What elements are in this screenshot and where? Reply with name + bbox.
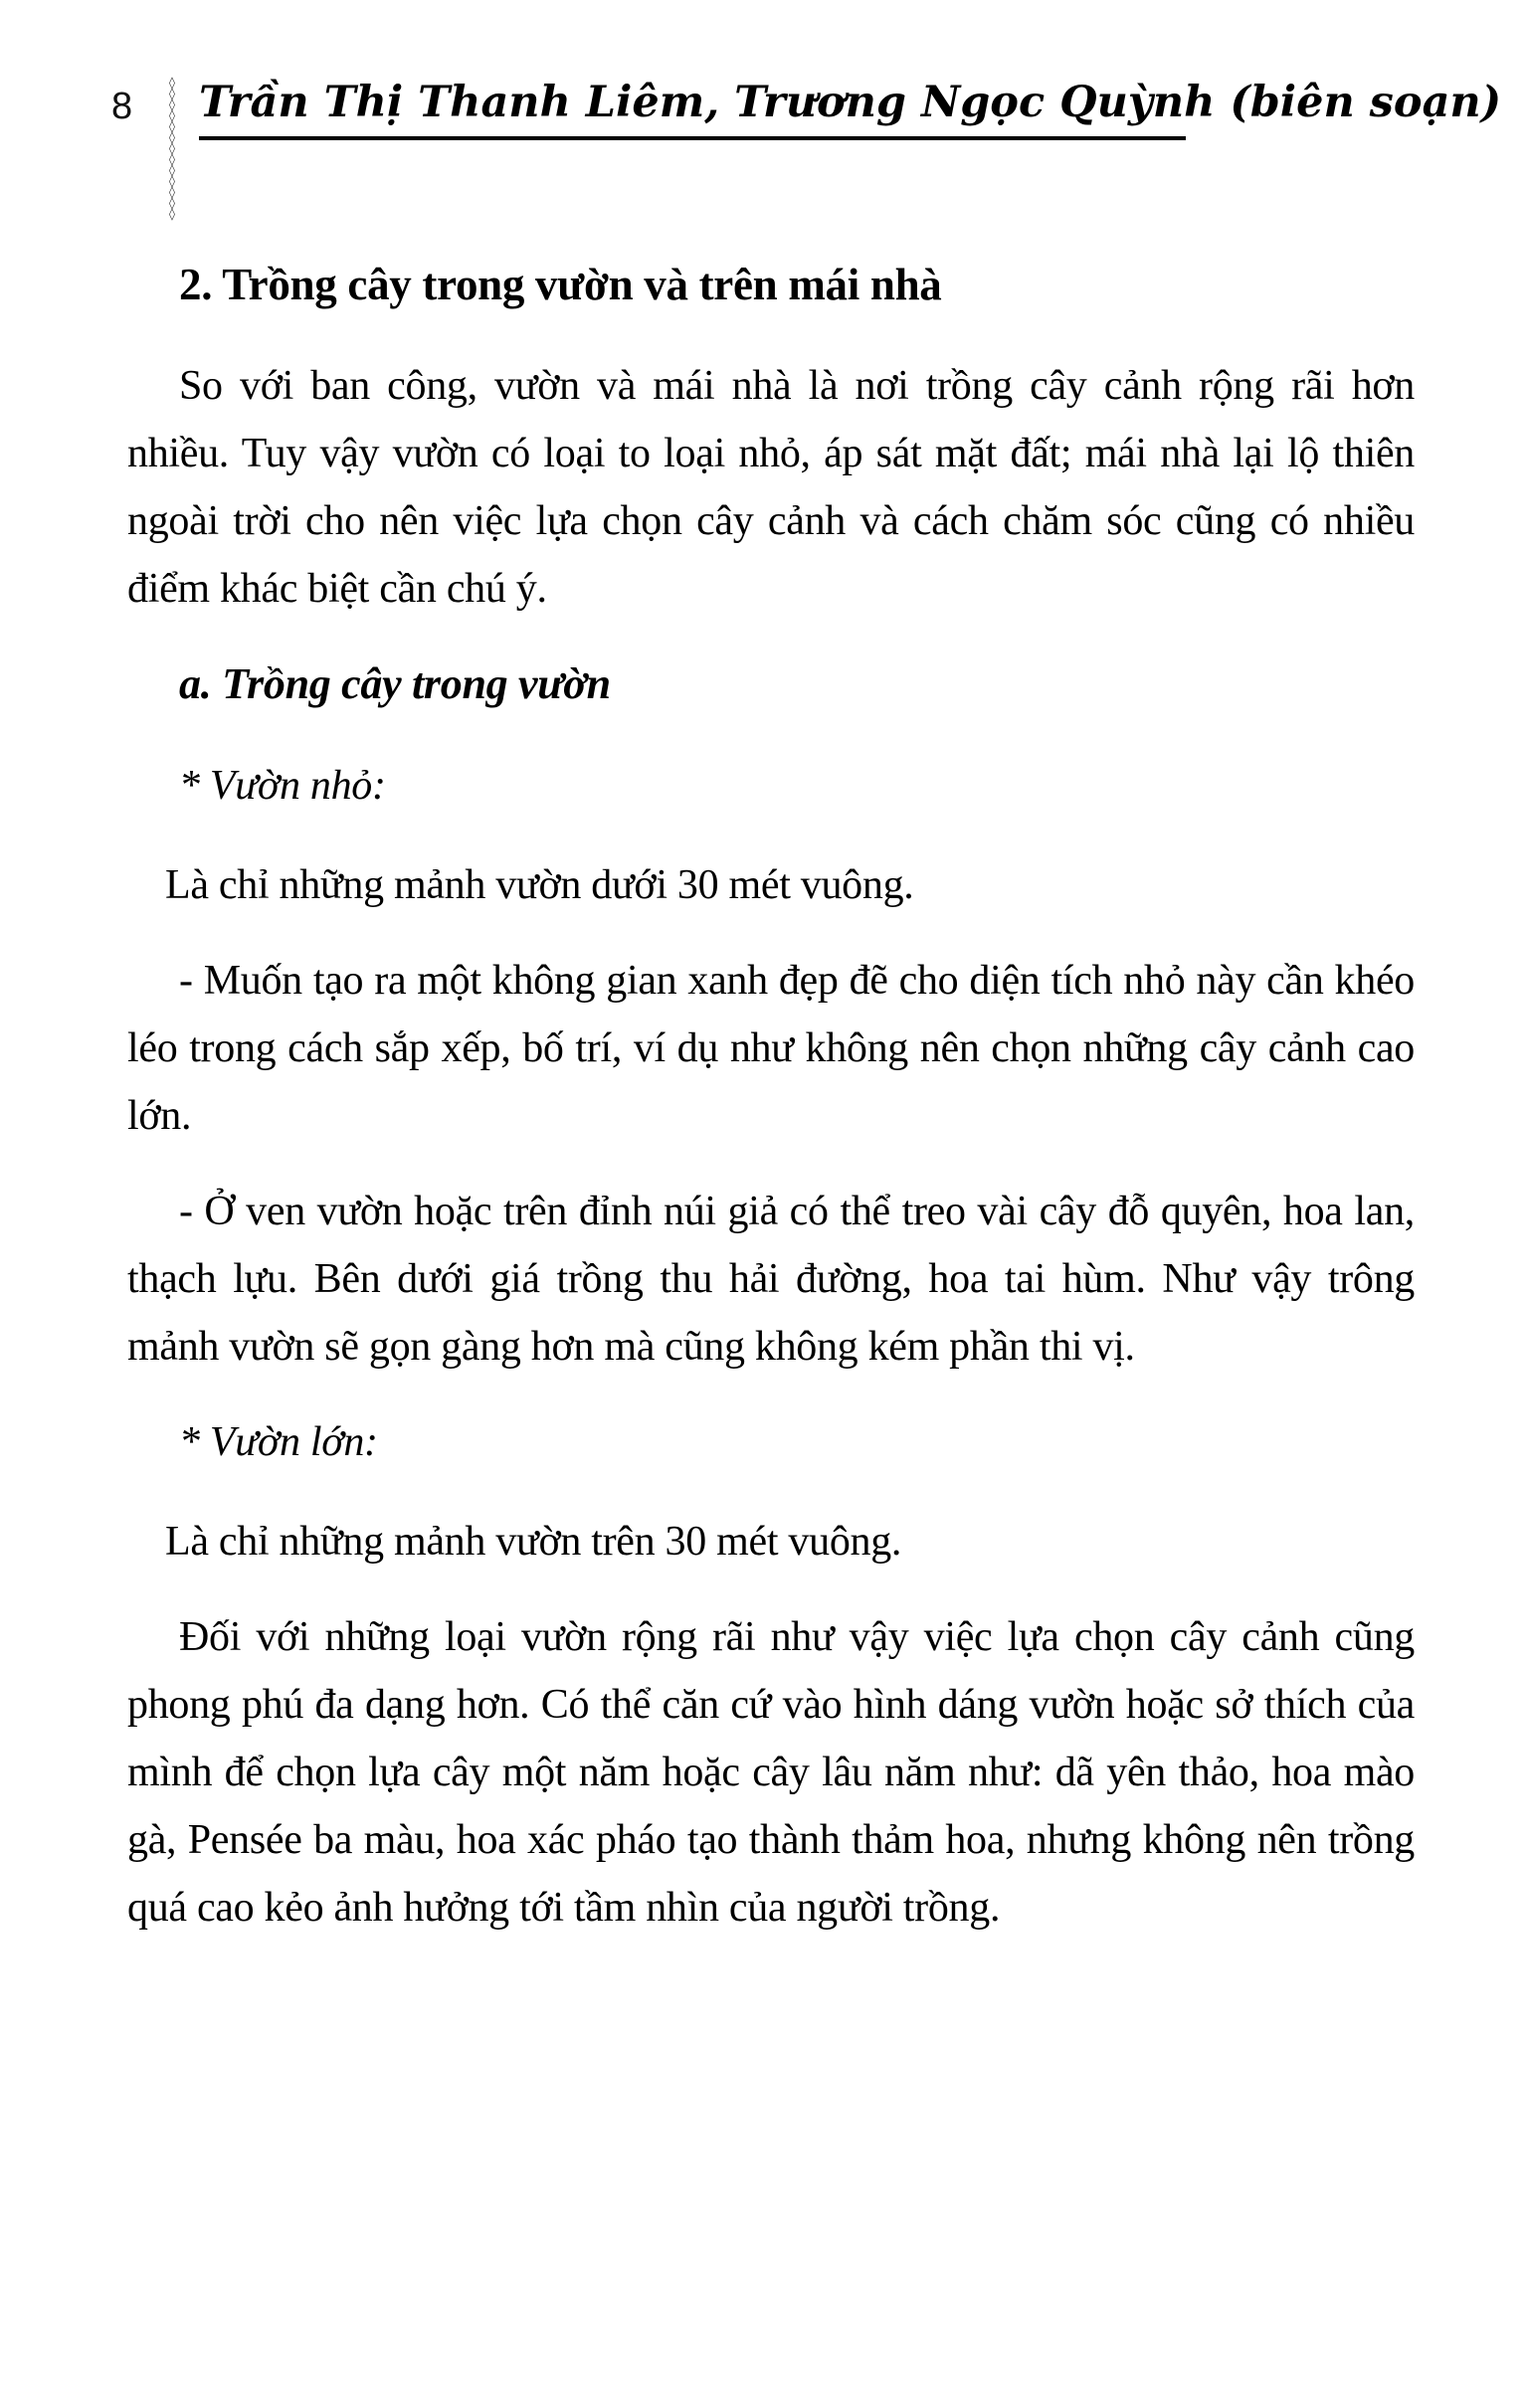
page-number: 8: [111, 86, 133, 127]
paragraph: Đối với những loại vườn rộng rãi như vậy việc lựa chọn cây cảnh cũng phong phú đa dạng hơn. Có thể căn cứ vào hình dáng vườn hoặc sở thích của mình để chọn lựa cây một năm hoặc cây lâu năm như: dã yên thảo, hoa mào gà, Pensée ba màu, hoa xác pháo tạo thành thảm hoa, nhưng không nên trồng quá cao kẻo ảnh hưởng tới tầm nhìn của người trồng.: [127, 1614, 1415, 1931]
paragraph: So với ban công, vườn và mái nhà là nơi trồng cây cảnh rộng rãi hơn nhiều. Tuy vậy vườn có loại to loại nhỏ, áp sát mặt đất; mái nhà lại lộ thiên ngoài trời cho nên việc lựa chọn cây cảnh và cách chăm sóc cũng có nhiều điểm khác biệt cần chú ý.: [127, 363, 1415, 612]
section-heading: 2. Trồng cây trong vườn và trên mái nhà: [179, 260, 942, 309]
subsection-heading: a. Trồng cây trong vườn: [179, 659, 611, 708]
running-header-authors: Trần Thị Thanh Liêm, Trương Ngọc Quỳnh (biên soạn): [199, 78, 1502, 127]
paragraph: - Muốn tạo ra một không gian xanh đẹp đẽ cho diện tích nhỏ này cần khéo léo trong cách sắp xếp, bố trí, ví dụ như không nên chọn những cây cảnh cao lớn.: [127, 958, 1415, 1139]
paragraph: Là chỉ những mảnh vườn trên 30 mét vuông.: [165, 1519, 902, 1565]
small-garden-label: * Vườn nhỏ:: [179, 763, 386, 809]
paragraph: Là chỉ những mảnh vườn dưới 30 mét vuông.: [165, 862, 914, 908]
header-rule-divider: [199, 136, 1186, 140]
large-garden-label: * Vườn lớn:: [179, 1419, 378, 1465]
diamond-chain-ornament-icon: ◊◊◊◊◊◊◊◊◊◊◊◊◊: [165, 76, 179, 218]
paragraph: - Ở ven vườn hoặc trên đỉnh núi giả có thể treo vài cây đỗ quyên, hoa lan, thạch lựu. Bên dưới giá trồng thu hải đường, hoa tai hùm. Như vậy trông mảnh vườn sẽ gọn gàng hơn mà cũng không kém phần thi vị.: [127, 1189, 1415, 1370]
page-body: [127, 251, 1415, 1969]
